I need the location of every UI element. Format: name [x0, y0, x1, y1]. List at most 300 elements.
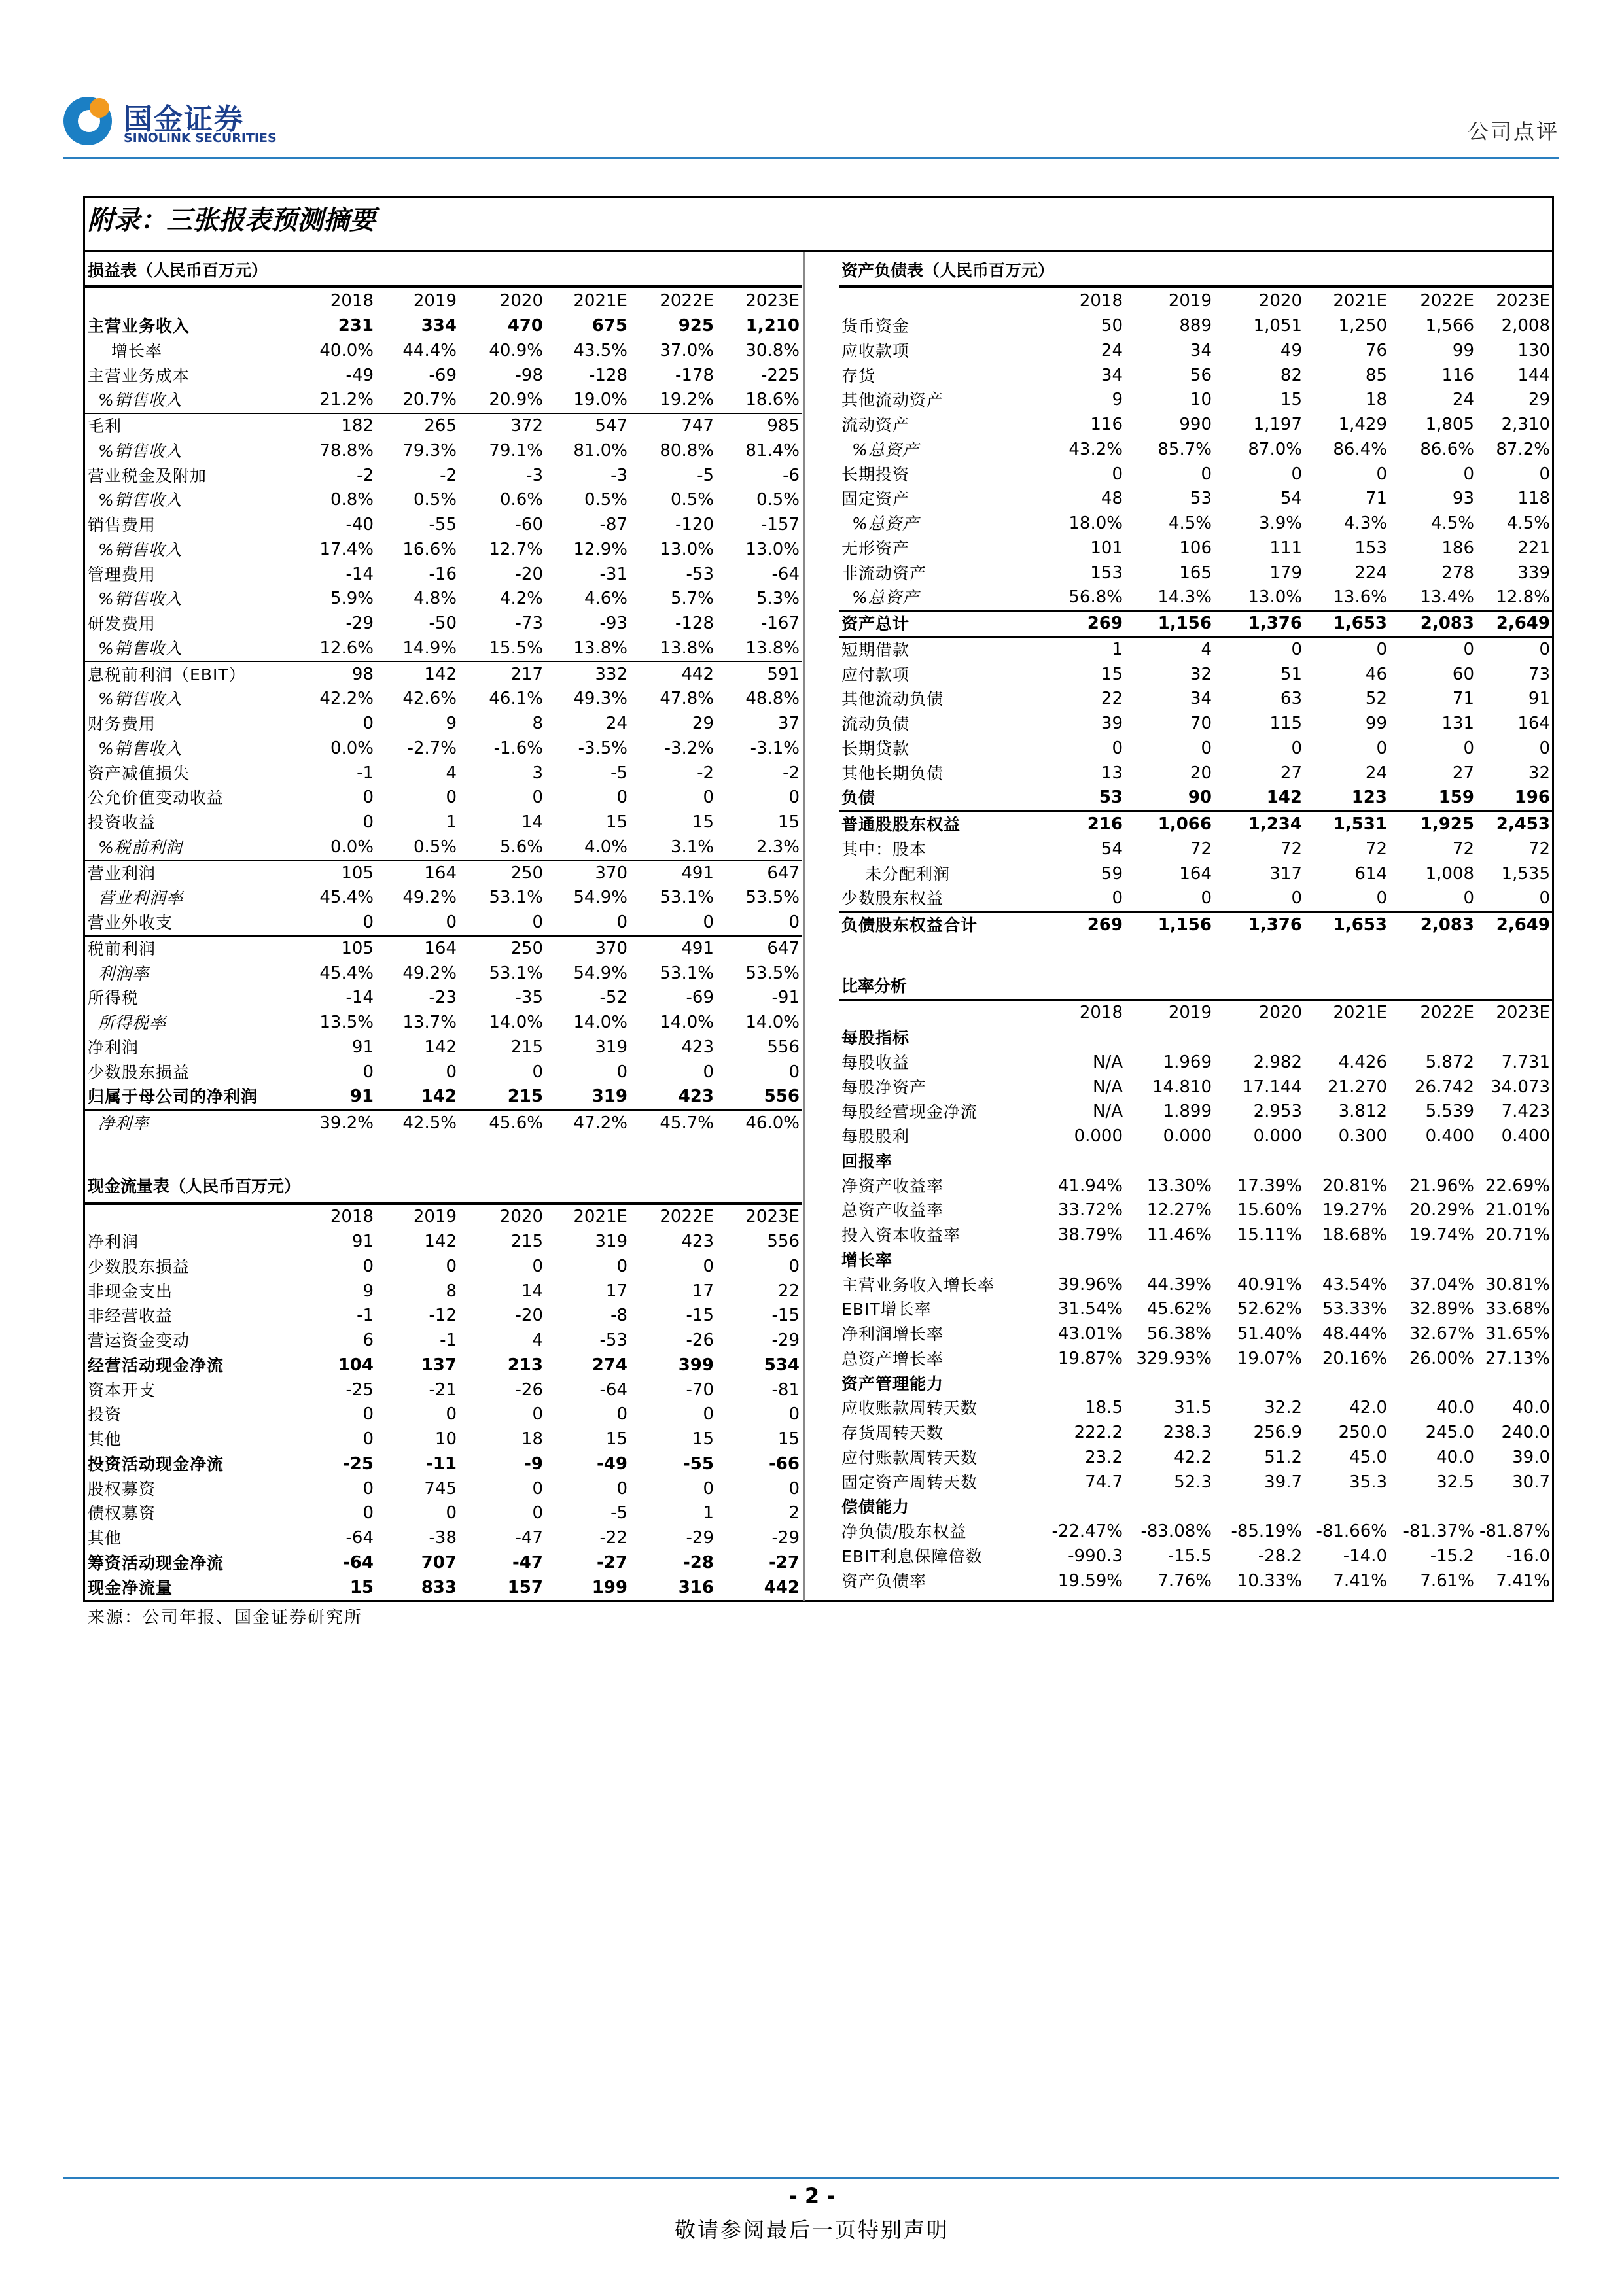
cell-value: 48.44% [1322, 1324, 1387, 1344]
cell-value: 4.5% [1168, 513, 1212, 534]
cell-value: 53.1% [489, 888, 543, 908]
cell-value: 5.3% [756, 589, 800, 609]
cell-value: 15 [1101, 664, 1123, 684]
cell-value: 13.4% [1420, 587, 1474, 608]
row-label: 回报率 [841, 1151, 893, 1171]
cell-value: -5 [610, 1503, 627, 1523]
cell-value: 470 [507, 316, 543, 336]
cell-value: 0 [788, 1256, 800, 1276]
cell-value: 26.742 [1415, 1077, 1474, 1097]
cell-value: 79.1% [489, 440, 543, 461]
cell-value: -85.19% [1231, 1522, 1302, 1542]
cell-value: 49 [1280, 340, 1302, 360]
cell-value: 332 [546, 661, 630, 687]
cell-value: 27 [1452, 763, 1474, 783]
cell-value: 19.2% [660, 390, 714, 410]
cell-value: 41.94% [1057, 1175, 1123, 1196]
cell-value: -28.2 [1258, 1546, 1302, 1566]
cell-value: 0 [1291, 738, 1302, 758]
cell-value: -66 [769, 1453, 800, 1474]
cell-value: 43.2% [1068, 439, 1123, 459]
cell-value: 29 [1528, 390, 1550, 410]
cell-value: 17.4% [319, 539, 374, 559]
row-label: 非经营收益 [88, 1306, 173, 1326]
cell-value: -81.37% [1403, 1522, 1474, 1542]
cell-value: -1 [440, 1331, 457, 1351]
cell-value: 0 [446, 1256, 457, 1276]
cell-value: 31.54% [1057, 1299, 1123, 1319]
cell-value: 238.3 [1163, 1423, 1212, 1443]
cell-value: 54.9% [573, 888, 627, 908]
cell-value: 990 [1179, 415, 1212, 435]
cell-value [1045, 1371, 1125, 1396]
cell-value: 4.5% [1430, 513, 1474, 534]
cell-value: 53 [1190, 489, 1212, 509]
cell-value: 80.8% [660, 440, 714, 461]
row-label: 资产管理能力 [841, 1374, 944, 1393]
cell-value: -31 [599, 564, 627, 584]
cell-value: 39.7 [1264, 1472, 1302, 1492]
cell-value: 0 [1214, 637, 1305, 663]
cell-value: 0 [703, 913, 714, 933]
cell-value: -9 [524, 1453, 543, 1474]
cell-value: 14.0% [573, 1013, 627, 1033]
row-label: EBIT增长率 [841, 1300, 932, 1319]
cell-value: 27 [1280, 763, 1302, 783]
row-label: 资本开支 [88, 1380, 156, 1400]
year-header: 2023E [745, 1207, 800, 1227]
row-label: 公允价值变动收益 [88, 788, 224, 808]
cell-value: 116 [1090, 415, 1123, 435]
cell-value: 52.62% [1237, 1299, 1302, 1319]
cell-value: 53.5% [745, 963, 800, 983]
cell-value: 20.9% [489, 390, 543, 410]
cell-value: 339 [1517, 563, 1550, 583]
cell-value: -47 [512, 1552, 543, 1573]
row-label: 营运资金变动 [88, 1331, 190, 1351]
row-label: 净利率 [85, 1110, 294, 1136]
cell-value: 647 [716, 936, 802, 962]
table-row [85, 1501, 802, 1526]
ratio-analysis-table [839, 1001, 1553, 1593]
cell-value: 71 [1365, 489, 1387, 509]
cell-value: 53.1% [660, 963, 714, 983]
cell-value: 46 [1365, 664, 1387, 684]
year-header-row [85, 289, 802, 314]
row-label: 每股收益 [841, 1052, 910, 1072]
row-label: 负债 [841, 788, 876, 808]
row-label: %销售收入 [98, 441, 183, 461]
cell-value: 1.969 [1163, 1052, 1212, 1072]
table-row [85, 911, 802, 936]
row-label: 息税前利润（EBIT） [85, 661, 294, 687]
year-header: 2020 [499, 291, 543, 311]
cell-value: 44.39% [1146, 1274, 1212, 1295]
cell-value: 76 [1365, 340, 1387, 360]
cell-value: -11 [426, 1453, 457, 1474]
row-label: 流动负债 [841, 714, 910, 734]
table-row [85, 636, 802, 662]
cell-value: 319 [595, 1232, 627, 1252]
cell-value: -1 [357, 763, 374, 783]
cell-value: 0.0% [330, 738, 374, 758]
cell-value: 7.423 [1501, 1102, 1550, 1122]
table-row [85, 1551, 802, 1576]
cell-value: 56.38% [1146, 1324, 1212, 1344]
cell-value: -12 [429, 1306, 457, 1326]
row-label: 总资产增长率 [841, 1349, 944, 1368]
cell-value: 157 [507, 1577, 543, 1597]
income-statement-table [85, 289, 802, 1136]
cell-value: 19.07% [1237, 1348, 1302, 1368]
cell-value: 0 [362, 1062, 374, 1082]
cashflow-statement-table [85, 1205, 802, 1600]
row-label: 经营活动现金净流 [88, 1355, 224, 1375]
cell-value: 370 [546, 860, 630, 886]
footer-disclaimer: 敬请参阅最后一页特别声明 [674, 2218, 949, 2242]
cell-value: 19.74% [1409, 1225, 1474, 1245]
cell-value: 51.2 [1264, 1447, 1302, 1467]
cell-value: 0 [362, 1256, 374, 1276]
table-row [85, 587, 802, 612]
appendix-title-divider [83, 250, 1554, 252]
table-row [85, 339, 802, 364]
cell-value: 13 [1101, 763, 1123, 783]
row-label: %税前利润 [98, 837, 183, 857]
cell-value: 52.3 [1174, 1472, 1212, 1492]
cell-value: 137 [421, 1355, 457, 1375]
cell-value: -49 [345, 365, 374, 385]
cell-value: 6 [362, 1331, 374, 1351]
cell-value: 7.41% [1333, 1571, 1387, 1591]
cell-value: 91 [349, 1087, 374, 1107]
cell-value: 4.0% [584, 837, 627, 857]
table-row [85, 314, 802, 339]
cell-value: 245.0 [1425, 1423, 1474, 1443]
cell-value: N/A [1093, 1052, 1123, 1072]
table-row [85, 388, 802, 413]
cell-value: 215 [507, 1087, 543, 1107]
row-label: 少数股东损益 [88, 1257, 190, 1276]
cell-value: -53 [599, 1331, 627, 1351]
cell-value: 3 [532, 763, 543, 783]
cell-value: -8 [610, 1306, 627, 1326]
cell-value [1045, 1248, 1125, 1273]
cell-value: 179 [1269, 563, 1302, 583]
row-label: 财务费用 [88, 714, 156, 734]
cell-value: 675 [591, 316, 627, 336]
cell-value: 250.0 [1338, 1423, 1387, 1443]
table-row [85, 1035, 802, 1060]
cell-value: 39.0 [1512, 1447, 1550, 1467]
table-row [839, 536, 1553, 561]
cell-value [1045, 1026, 1125, 1051]
cell-value: 0 [532, 913, 543, 933]
cell-value: 7.731 [1501, 1052, 1550, 1072]
row-label: 投资 [88, 1405, 122, 1425]
table-row [839, 1198, 1553, 1223]
year-header: 2022E [1420, 291, 1474, 311]
cell-value: 186 [1441, 538, 1474, 558]
cell-value: -29 [771, 1528, 800, 1548]
cell-value: 48.8% [745, 689, 800, 709]
cell-value: 0.300 [1338, 1126, 1387, 1147]
cell-value: -55 [429, 515, 457, 535]
cell-value: 72 [1190, 839, 1212, 859]
cell-value: -15 [686, 1306, 714, 1326]
row-label: 营业税金及附加 [88, 466, 207, 485]
table-row [85, 538, 802, 563]
year-header: 2022E [1420, 1003, 1474, 1023]
cell-value: 13.0% [745, 539, 800, 559]
cell-value [1390, 1248, 1477, 1273]
table-row [85, 1476, 802, 1501]
table-row [839, 388, 1553, 413]
cell-value: -60 [515, 515, 543, 535]
table-row [839, 712, 1553, 737]
table-row [85, 1329, 802, 1353]
row-label: 股权募资 [88, 1479, 156, 1499]
row-label: 存货 [841, 366, 876, 385]
cell-value: 40.91% [1237, 1274, 1302, 1295]
footer-divider [63, 2177, 1559, 2179]
cell-value: -64 [599, 1380, 627, 1400]
table-row [839, 1248, 1553, 1273]
cell-value: 74.7 [1085, 1472, 1123, 1492]
cell-value: -69 [429, 365, 457, 385]
cell-value: 0.000 [1163, 1126, 1212, 1147]
cell-value [1125, 1495, 1214, 1520]
cell-value: -81 [771, 1380, 800, 1400]
table-row [85, 1060, 802, 1085]
row-label: %销售收入 [98, 739, 183, 758]
cell-value: 1,535 [1501, 863, 1550, 884]
cell-value: 13.8% [660, 638, 714, 658]
cell-value: 99 [1365, 714, 1387, 734]
cell-value: 59 [1101, 863, 1123, 884]
document-type: 公司点评 [1467, 119, 1559, 144]
cell-value: 370 [546, 936, 630, 962]
cell-value: 0 [1539, 464, 1550, 484]
row-label: 少数股东损益 [88, 1062, 190, 1082]
cell-value: 142 [376, 661, 459, 687]
cell-value: 8 [446, 1281, 457, 1301]
cell-value: 34 [1190, 689, 1212, 709]
cell-value: 40.0 [1436, 1447, 1474, 1467]
cell-value: 0 [1463, 464, 1474, 484]
table-row [839, 861, 1553, 886]
cell-value: 4.426 [1338, 1052, 1387, 1072]
cell-value: -29 [686, 1528, 714, 1548]
table-row [839, 561, 1553, 585]
table-row [839, 1223, 1553, 1248]
cell-value: 73 [1528, 664, 1550, 684]
page-header [63, 92, 1559, 157]
cell-value: 43.54% [1322, 1274, 1387, 1295]
cell-value: 53.5% [745, 888, 800, 908]
cell-value: 15 [1280, 390, 1302, 410]
cell-value: 491 [630, 860, 716, 886]
year-header: 2019 [1168, 1003, 1212, 1023]
table-row [85, 463, 802, 488]
cell-value [1125, 1149, 1214, 1174]
cell-value: 5.9% [330, 589, 374, 609]
cell-value: 34 [1101, 365, 1123, 385]
row-label: 增长率 [841, 1250, 893, 1270]
row-label: 每股经营现金净流 [841, 1102, 978, 1122]
cell-value: 0 [1376, 464, 1387, 484]
cell-value: 534 [764, 1355, 800, 1375]
cell-value: 72 [1452, 839, 1474, 859]
cell-value: -128 [675, 614, 714, 634]
cell-value: 0 [616, 1404, 627, 1425]
year-header: 2019 [413, 291, 457, 311]
cell-value: 21.01% [1485, 1200, 1550, 1221]
cell-value: 747 [630, 413, 716, 439]
table-row [85, 1279, 802, 1304]
cell-value: 0 [788, 788, 800, 808]
cell-value [1305, 1371, 1390, 1396]
year-header: 2022E [660, 1207, 714, 1227]
cell-value: 21.96% [1409, 1175, 1474, 1196]
cell-value: 1,653 [1305, 912, 1390, 937]
logo-english-name: SINOLINK SECURITIES [124, 131, 277, 145]
cell-value: 50 [1101, 316, 1123, 336]
cell-value: 111 [1269, 538, 1302, 558]
cell-value: 33.72% [1057, 1200, 1123, 1221]
cell-value: 442 [630, 661, 716, 687]
cell-value [1477, 1371, 1553, 1396]
cell-value: 13.5% [319, 1013, 374, 1033]
cell-value: 2,310 [1501, 415, 1550, 435]
cell-value: 115 [1269, 714, 1302, 734]
cell-value: 118 [1517, 489, 1550, 509]
cell-value [1305, 1026, 1390, 1051]
cell-value: 45.4% [319, 888, 374, 908]
cell-value: 442 [764, 1577, 800, 1597]
cell-value: 17 [605, 1281, 627, 1301]
cell-value: 0 [1539, 888, 1550, 909]
cell-value: 34 [1190, 340, 1212, 360]
cell-value: 216 [1045, 811, 1125, 837]
cell-value: 39.96% [1057, 1274, 1123, 1295]
cell-value: 4.8% [413, 589, 457, 609]
cell-value: 15 [777, 812, 800, 833]
cell-value: 0 [362, 788, 374, 808]
year-header: 2023E [745, 291, 800, 311]
cell-value: 19.0% [573, 390, 627, 410]
row-label: %销售收入 [98, 491, 183, 510]
cell-value: 0 [788, 1478, 800, 1499]
cell-value: 46.1% [489, 689, 543, 709]
cell-value: 12.8% [1496, 587, 1550, 608]
cell-value: 10 [1190, 390, 1212, 410]
cell-value: 0 [446, 913, 457, 933]
row-label: 流动资产 [841, 415, 910, 435]
cell-value: 159 [1438, 788, 1474, 808]
cell-value: 153 [1090, 563, 1123, 583]
cell-value: -29 [345, 614, 374, 634]
cell-value: -3 [610, 465, 627, 485]
cell-value: 91 [1528, 689, 1550, 709]
cell-value: 0 [1539, 738, 1550, 758]
cell-value: 106 [1179, 538, 1212, 558]
cell-value: -167 [760, 614, 800, 634]
column-divider [803, 252, 805, 1601]
cell-value: -2 [440, 465, 457, 485]
cell-value: 13.6% [1333, 587, 1387, 608]
cell-value: 0 [703, 1404, 714, 1425]
cell-value: 199 [591, 1577, 627, 1597]
cell-value: 20.29% [1409, 1200, 1474, 1221]
cell-value: -64 [771, 564, 800, 584]
table-row [839, 837, 1553, 862]
cell-value: 14.810 [1152, 1077, 1212, 1097]
row-label: 净负债/股东权益 [841, 1522, 967, 1542]
table-row [839, 611, 1553, 637]
row-label: 非流动资产 [841, 563, 927, 583]
row-label: 利润率 [98, 964, 150, 983]
cell-value: 13.30% [1146, 1175, 1212, 1196]
cell-value: 182 [294, 413, 376, 439]
cell-value: 123 [1351, 788, 1387, 808]
table-row [839, 438, 1553, 462]
cell-value: 22 [1101, 689, 1123, 709]
cell-value: 18.5 [1085, 1398, 1123, 1418]
cell-value: 17.39% [1237, 1175, 1302, 1196]
table-row [85, 1427, 802, 1452]
year-header: 2019 [413, 1207, 457, 1227]
cell-value: 24 [1452, 390, 1474, 410]
cell-value: -40 [345, 515, 374, 535]
table-row [85, 687, 802, 712]
cell-value: -1.6% [493, 738, 543, 758]
cell-value: 0 [788, 1404, 800, 1425]
cell-value: 15 [605, 1429, 627, 1450]
cell-value [1125, 1371, 1214, 1396]
cell-value: 0 [532, 788, 543, 808]
table-row [839, 687, 1553, 712]
table-row [839, 363, 1553, 388]
cell-value: 20.71% [1485, 1225, 1550, 1245]
year-header-row [839, 1001, 1553, 1026]
cell-value: 334 [421, 316, 457, 336]
cell-value: 14.0% [745, 1013, 800, 1033]
cell-value: 0 [616, 1256, 627, 1276]
cell-value: 48 [1101, 489, 1123, 509]
cell-value: -120 [675, 515, 714, 535]
row-label: %销售收入 [98, 589, 183, 609]
cell-value: 131 [1441, 714, 1474, 734]
table-row [839, 1124, 1553, 1149]
cell-value: 0 [703, 1256, 714, 1276]
cell-value: 54 [1101, 839, 1123, 859]
cell-value: 40.0% [319, 340, 374, 360]
cell-value: 52 [1365, 689, 1387, 709]
cell-value: 0 [616, 788, 627, 808]
cell-value: 0.000 [1253, 1126, 1302, 1147]
cell-value: 32.67% [1409, 1324, 1474, 1344]
cell-value: -47 [515, 1528, 543, 1548]
cell-value: 130 [1517, 340, 1550, 360]
row-label: 资产总计 [839, 611, 1045, 637]
appendix-title: 附录：三张报表预测摘要 [88, 205, 376, 235]
row-label: 净利润 [88, 1037, 139, 1057]
table-row [839, 1075, 1553, 1100]
cell-value: 47.2% [546, 1110, 630, 1136]
table-row [839, 1174, 1553, 1198]
cell-value: 1,210 [745, 316, 800, 336]
